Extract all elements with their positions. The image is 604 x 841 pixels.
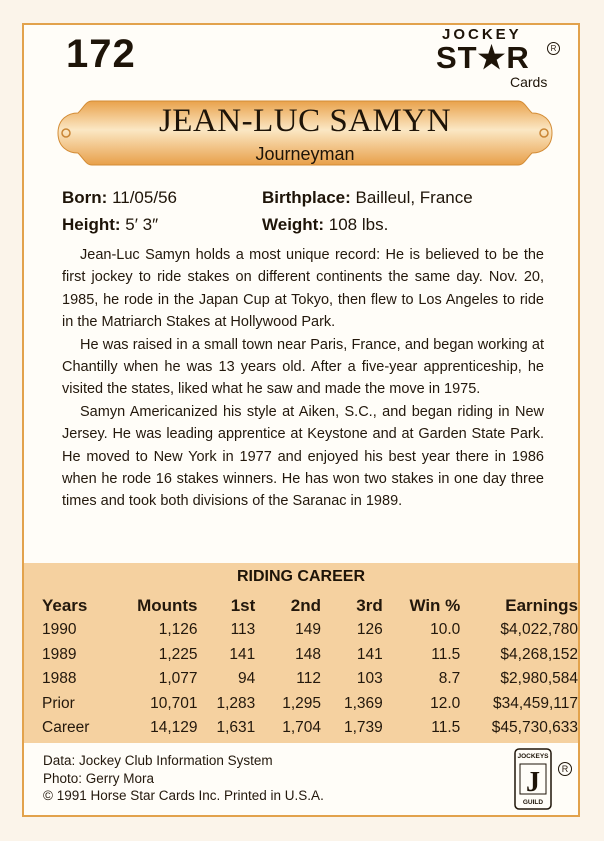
born-row xyxy=(62,188,177,208)
column-header: Win % xyxy=(409,595,461,615)
table-cell: 113 xyxy=(230,621,256,639)
brand-main-text: ST★R xyxy=(436,40,530,75)
weight-label: Weight: xyxy=(262,215,325,234)
riding-career-heading: RIDING CAREER xyxy=(236,568,365,585)
bio-paragraph: Jean-Luc Samyn holds a most unique record: He is believed to be the first jockey to ride stakes on different continents the same day. Nov. 20, 1985, he rode in the Japan Cup at Tokyo, then flew to Los Angeles to ride in the Matriarch Stakes at Hollywood Park. xyxy=(62,247,544,331)
brand-top-text: JOCKEY xyxy=(442,26,522,43)
guild-top-text: JOCKEYS xyxy=(517,753,549,760)
table-row xyxy=(42,716,578,741)
table-cell: $45,730,633 xyxy=(491,719,578,737)
table-cell: 126 xyxy=(356,621,383,639)
height-label: Height: xyxy=(62,215,121,234)
table-cell: 10,701 xyxy=(150,694,198,712)
card-footer xyxy=(43,752,324,805)
column-header: Years xyxy=(42,595,88,615)
table-cell: 11.5 xyxy=(431,719,461,737)
table-cell: $4,022,780 xyxy=(500,621,578,639)
photo-credit: Photo: Gerry Mora xyxy=(43,770,155,786)
weight-row xyxy=(262,215,388,235)
table-cell: 14,129 xyxy=(150,719,198,737)
biography-text xyxy=(62,244,544,513)
birthplace-value: Bailleul, France xyxy=(355,188,473,207)
table-cell: 1,126 xyxy=(158,621,198,639)
table-cell: 12.0 xyxy=(430,694,461,712)
data-source-credit: Data: Jockey Club Information System xyxy=(43,753,273,768)
riding-career-table xyxy=(42,593,578,741)
table-cell: 141 xyxy=(356,645,383,663)
table-cell: 94 xyxy=(238,670,256,688)
guild-logo-shape xyxy=(514,748,552,810)
table-cell: 1,739 xyxy=(343,719,383,737)
column-header: Mounts xyxy=(137,595,198,615)
table-cell: 1989 xyxy=(42,645,77,663)
table-cell: 11.5 xyxy=(431,645,461,663)
name-banner xyxy=(52,97,558,177)
table-cell: 1,631 xyxy=(216,719,256,737)
height-row xyxy=(62,215,158,235)
table-cell: 103 xyxy=(356,670,383,688)
table-cell: 149 xyxy=(295,621,322,639)
table-cell: 1,225 xyxy=(158,645,198,663)
column-header: 1st xyxy=(230,595,256,615)
table-row xyxy=(42,618,578,643)
table-cell: Prior xyxy=(42,694,75,712)
column-header: 3rd xyxy=(356,595,383,615)
copyright-notice: © 1991 Horse Star Cards Inc. Printed in U.S.A. xyxy=(43,788,324,803)
jockeys-guild-logo xyxy=(514,748,552,810)
table-cell: 112 xyxy=(296,670,322,688)
table-cell: 8.7 xyxy=(438,670,461,688)
table-cell: 1,295 xyxy=(282,694,322,712)
table-cell: $4,268,152 xyxy=(500,645,578,663)
guild-letter: J xyxy=(526,767,540,798)
guild-bottom-text: GUILD xyxy=(522,799,544,806)
card-number: 172 xyxy=(66,32,136,76)
brand-logo xyxy=(430,24,560,94)
table-row xyxy=(42,667,578,692)
table-cell: 1990 xyxy=(42,621,77,639)
weight-value: 108 lbs. xyxy=(328,215,389,234)
table-cell: $2,980,584 xyxy=(500,670,578,688)
table-cell: 1988 xyxy=(42,670,77,688)
riding-career-panel xyxy=(24,563,578,743)
table-row xyxy=(42,692,578,717)
table-cell: 10.0 xyxy=(430,621,461,639)
player-title: Journeyman xyxy=(255,144,355,164)
birthplace-row xyxy=(262,188,473,208)
table-row xyxy=(42,643,578,668)
column-header: Earnings xyxy=(505,595,578,615)
table-cell: 148 xyxy=(295,645,322,663)
player-name: JEAN-LUC SAMYN xyxy=(158,103,452,139)
table-cell: 1,283 xyxy=(216,694,256,712)
born-label: Born: xyxy=(62,188,108,207)
height-value: 5′ 3″ xyxy=(125,215,159,234)
bio-paragraph: Samyn Americanized his style at Aiken, S.C., and began riding in New Jersey. He was leading apprentice at Keystone and at Garden State Park. He moved to New York in 1977 and enjoyed his best year there in 1986 when he rode 16 stakes winners. He has won two stakes in one day three times and took both divisions of the Saranac in 1989. xyxy=(62,403,544,510)
table-header-row xyxy=(42,593,578,618)
table-cell: 1,704 xyxy=(282,719,322,737)
bio-paragraph: He was raised in a small town near Paris, France, and began working at Chantilly when he was 13 years old. After a five-year apprenticeship, he visited the states, liked what he saw and made the move in 1975. xyxy=(62,336,544,398)
column-header: 2nd xyxy=(290,595,322,615)
born-value: 11/05/56 xyxy=(112,188,177,207)
table-cell: 1,077 xyxy=(158,670,198,688)
guild-registered-mark: R xyxy=(558,762,572,776)
table-cell: 1,369 xyxy=(343,694,383,712)
registered-mark: R xyxy=(547,42,560,55)
birthplace-label: Birthplace: xyxy=(262,188,351,207)
table-cell: 141 xyxy=(229,645,256,663)
table-cell: Career xyxy=(42,719,90,737)
table-cell: $34,459,117 xyxy=(492,694,578,712)
brand-sub-text: Cards xyxy=(510,74,548,90)
